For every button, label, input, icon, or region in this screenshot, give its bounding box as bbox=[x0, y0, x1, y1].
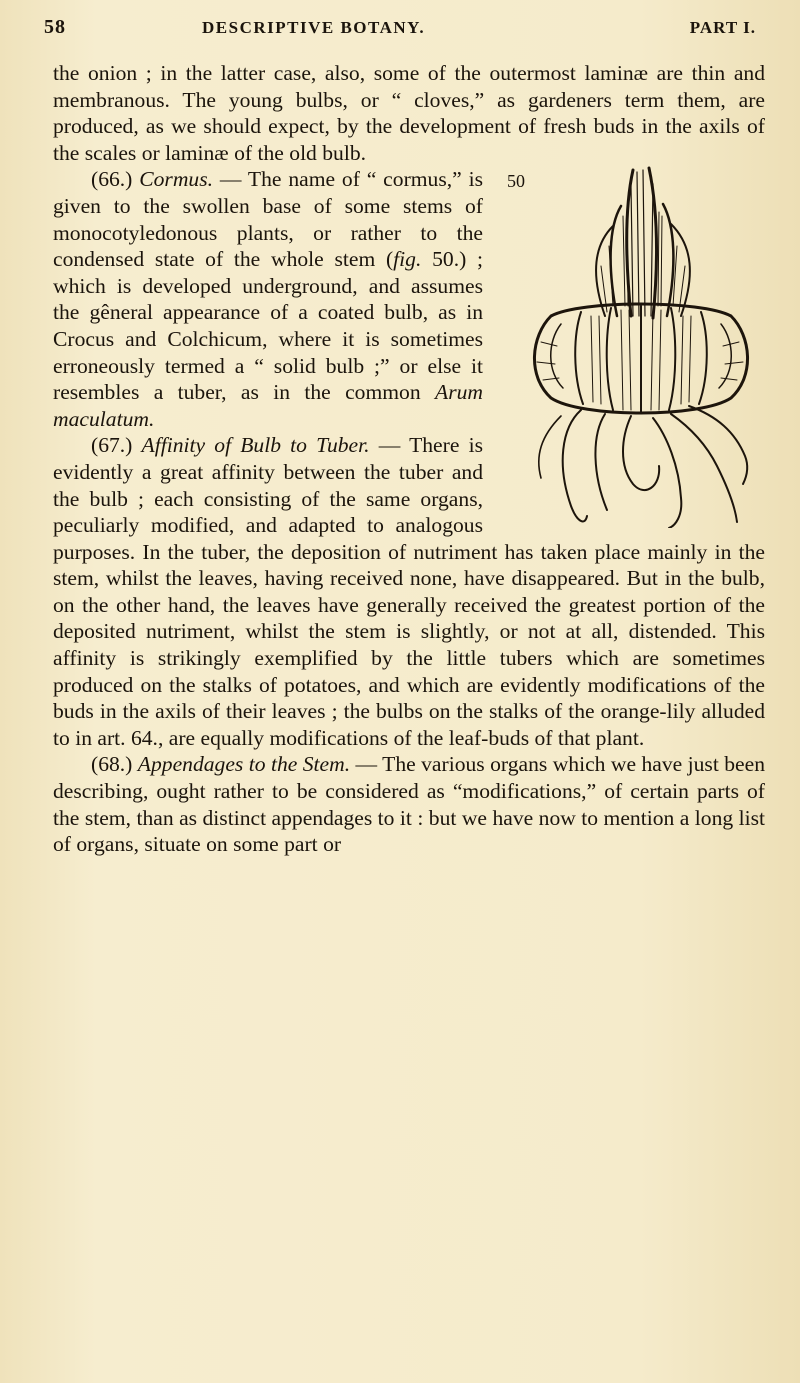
species-name: Arum maculatum. bbox=[53, 380, 483, 431]
figure-cormus-illustration bbox=[491, 166, 765, 526]
section-66 bbox=[53, 166, 765, 432]
paragraph-68-text: — The various organs which we have just been describing, ought rather to be considered as “modifications,” of certain parts of the stem, than as distinct appendages to it : but we have now to mention a long list of organs, situate on some part or bbox=[53, 752, 765, 857]
section-heading-appendages: Appendages to the Stem. bbox=[137, 752, 351, 777]
paragraph-66-text-b: 50.) ; which is developed underground, and assumes the gêneral appearance of a coated bulb, as in Crocus and Colchicum, where it is sometimes erroneously termed a “ solid bulb ;” or else it resembles a tuber, as in the common bbox=[53, 247, 484, 405]
paragraph-66-text-a: — The name of “ cormus,” is given to the swollen base of some stems of monocotyledonous plants, or rather to the condensed state of the whole stem ( bbox=[53, 167, 483, 272]
running-title: DESCRIPTIVE BOTANY. bbox=[202, 18, 426, 37]
page-number: 58 bbox=[44, 16, 66, 38]
cormus-engraving bbox=[521, 166, 761, 528]
section-heading-affinity: Affinity of Bulb to Tuber. bbox=[141, 433, 370, 458]
figure-number: 50 bbox=[507, 171, 525, 192]
section-number-66: (66.) bbox=[91, 167, 133, 192]
part-label: PART I. bbox=[689, 18, 756, 37]
figure-reference: fig. bbox=[393, 247, 422, 272]
paragraph-68 bbox=[53, 751, 765, 857]
section-number-67: (67.) bbox=[91, 433, 133, 458]
running-head bbox=[44, 16, 760, 46]
section-heading-cormus: Cormus. bbox=[139, 167, 214, 192]
section-number-68: (68.) bbox=[91, 752, 133, 777]
paragraph-continuation: the onion ; in the latter case, also, some of the outermost laminæ are thin and membranous. The young bulbs, or “ cloves,” as gardeners term them, are produced, as we should expect, by the development of fresh buds in the axils of the scales or laminæ of the old bulb. bbox=[53, 61, 765, 165]
paragraph-67-text: — There is evidently a great affinity between the tuber and the bulb ; each consisting of the same organs, peculiarly modified, and adapted to analogous purposes. In the tuber, the deposition of nutriment has taken place mainly in the stem, whilst the leaves, having received none, have disappeared. But in the bulb, on the other hand, the leaves have generally received the greatest portion of the deposited nutriment, whilst the stem is slightly, or not at all, distended. This affinity is strikingly exemplified by the little tubers which are sometimes produced on the stalks of potatoes, and which are evidently modifications of the buds in the axils of their leaves ; the bulbs on the stalks of the orange-lily alluded to in art. 64., are equally modifications of the leaf-buds of that plant. bbox=[53, 433, 765, 750]
body-text bbox=[53, 60, 765, 858]
